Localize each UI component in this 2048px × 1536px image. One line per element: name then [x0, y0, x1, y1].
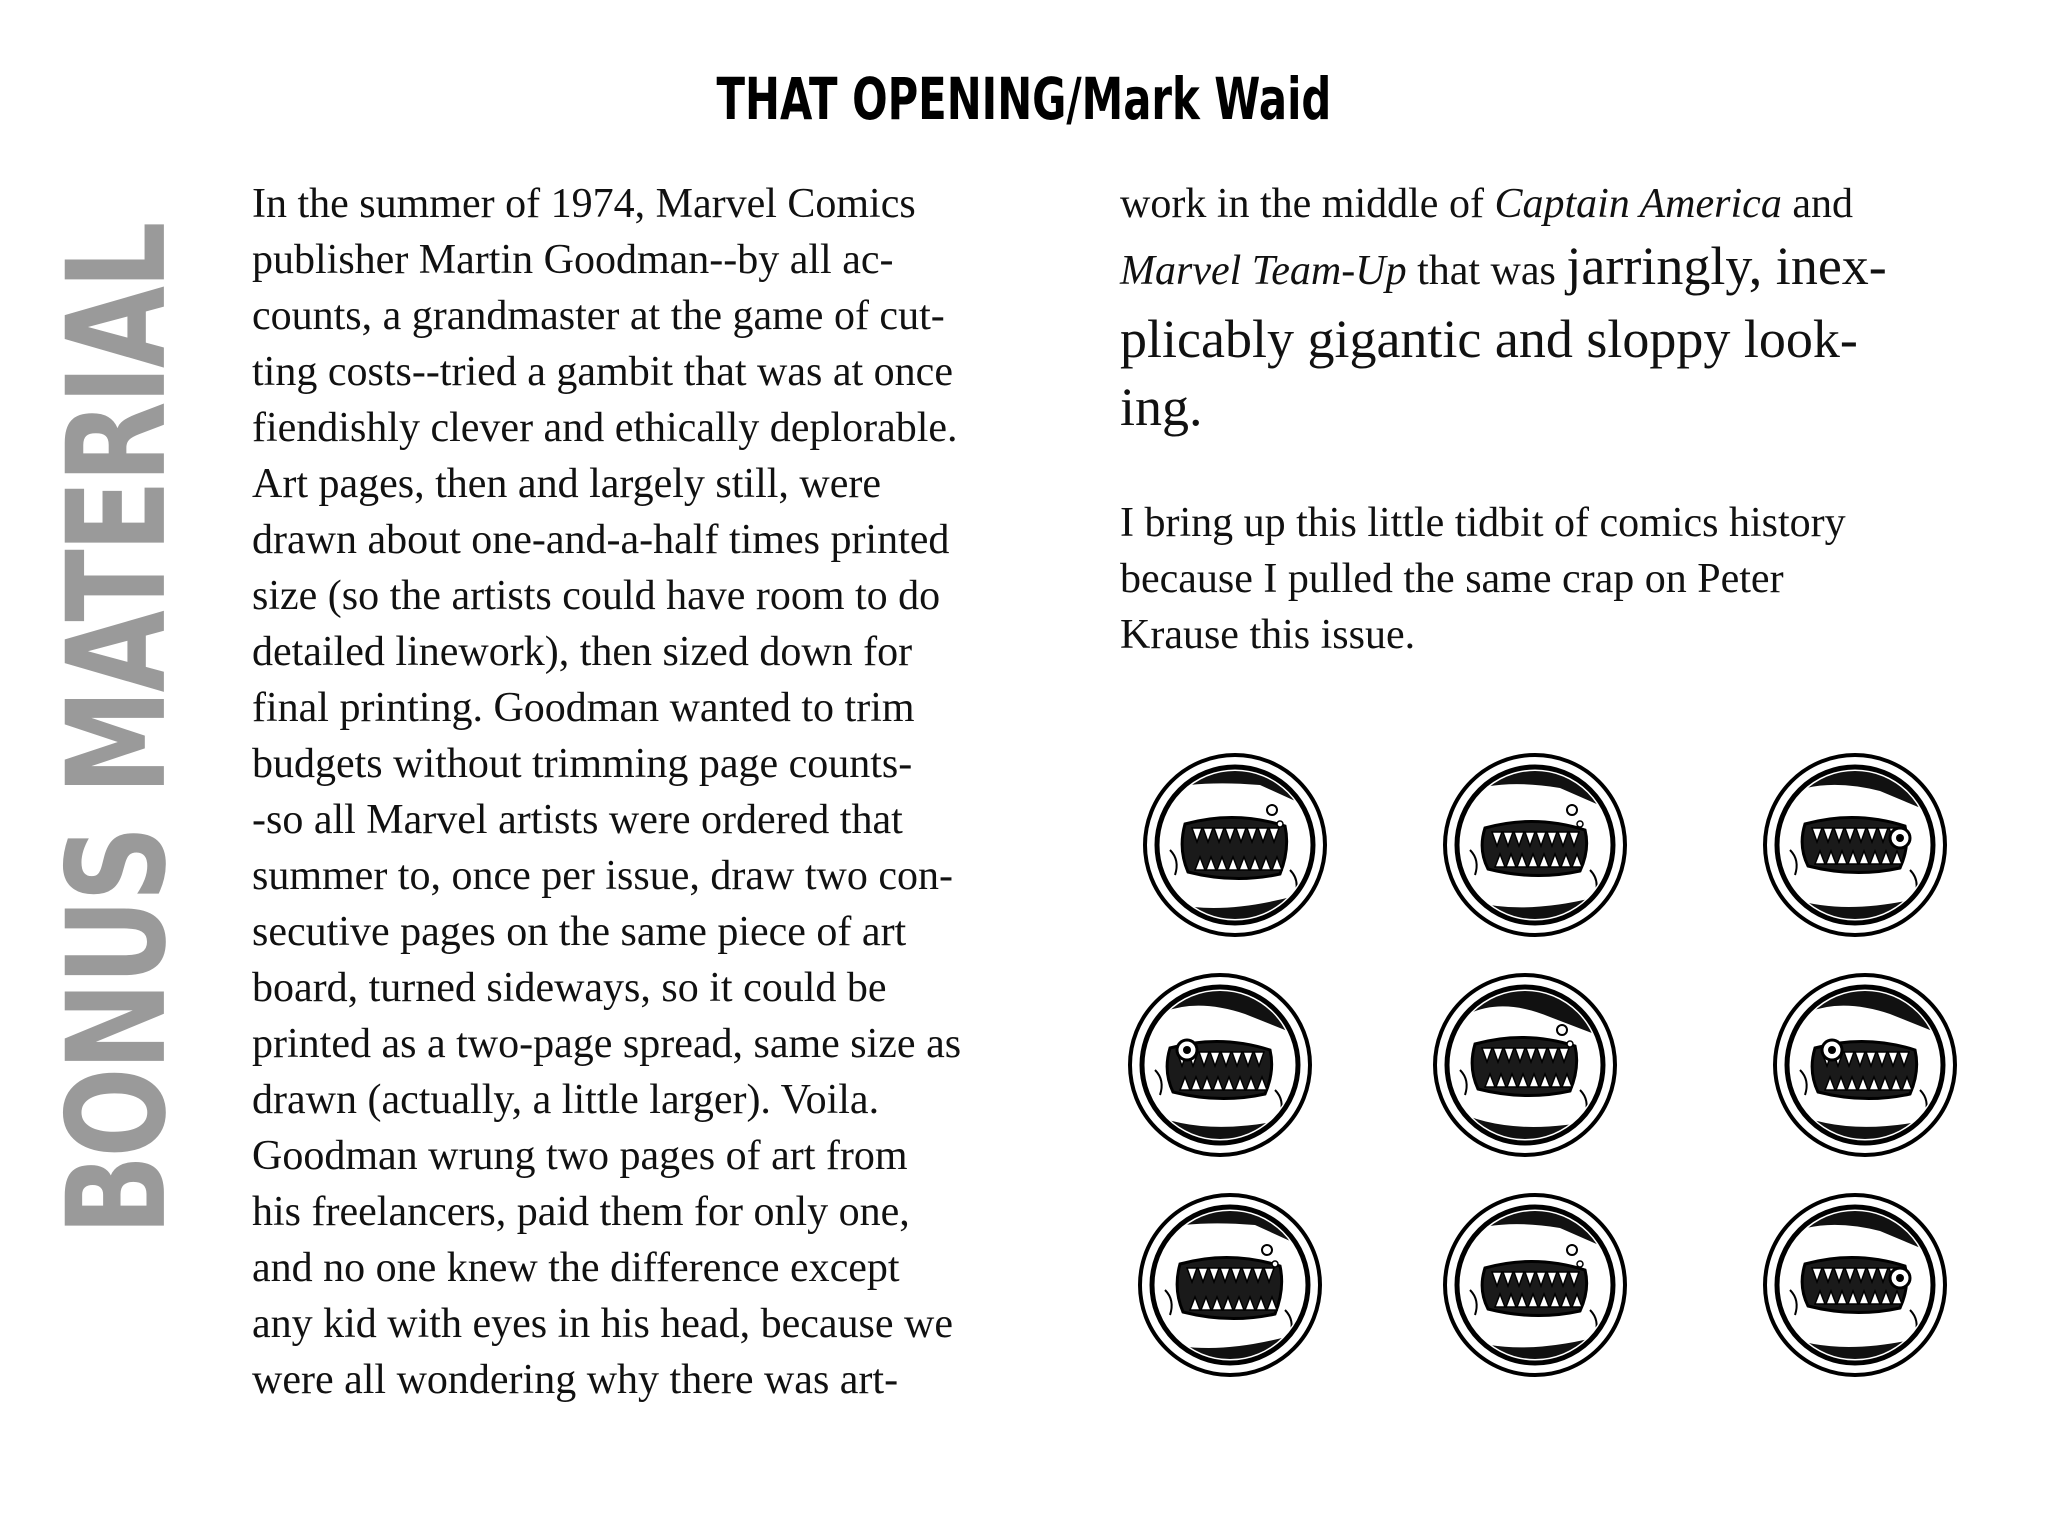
- right-para2-line: because I pulled the same crap on Peter: [1120, 556, 1784, 602]
- monster-mouth-medallion-icon: [1440, 1190, 1630, 1380]
- left-line: In the summer of 1974, Marvel Comics: [252, 181, 916, 227]
- left-line: fiendishly clever and ethically deplorable.: [252, 405, 958, 451]
- medallion-art: [1135, 1190, 1325, 1380]
- monster-mouth-medallion-icon: [1125, 970, 1315, 1160]
- right-line-1-b: and: [1781, 181, 1853, 227]
- right-paragraph-2: [1120, 495, 2000, 663]
- left-line: ting costs--tried a gambit that was at once: [252, 349, 953, 395]
- bonus-material-label: [39, 200, 198, 1260]
- left-line: size (so the artists could have room to do: [252, 573, 941, 619]
- right-line-1-a: work in the middle of: [1120, 181, 1495, 227]
- left-line: detailed linework), then sized down for: [252, 629, 913, 675]
- monster-mouth-medallion-icon: [1760, 1190, 1950, 1380]
- bonus-material-text: BONUS MATERIAL: [39, 224, 198, 1236]
- right-line-2-big: jarringly, inex-: [1566, 236, 1887, 296]
- medallion-grid: [1110, 750, 1990, 1400]
- left-line: printed as a two-page spread, same size as: [252, 1021, 962, 1067]
- right-line-1: [1120, 176, 2000, 232]
- right-line-2: [1120, 232, 2000, 305]
- left-line: any kid with eyes in his head, because we: [252, 1301, 953, 1347]
- left-line: -so all Marvel artists were ordered that: [252, 797, 903, 843]
- left-line: drawn about one-and-a-half times printed: [252, 517, 950, 563]
- right-para2-line: I bring up this little tidbit of comics history: [1120, 500, 1846, 546]
- right-para2-line: Krause this issue.: [1120, 612, 1416, 658]
- medallion-art: [1770, 970, 1960, 1160]
- medallion-art: [1760, 1190, 1950, 1380]
- left-line: publisher Martin Goodman--by all ac-: [252, 237, 894, 283]
- monster-mouth-medallion-icon: [1440, 750, 1630, 940]
- right-line-4: ing.: [1120, 377, 1203, 437]
- left-line: final printing. Goodman wanted to trim: [252, 685, 915, 731]
- medallion-art: [1140, 750, 1330, 940]
- left-line: counts, a grandmaster at the game of cut-: [252, 293, 945, 339]
- marvel-team-up-title: Marvel Team-Up: [1120, 248, 1407, 294]
- left-line: budgets without trimming page counts-: [252, 741, 913, 787]
- left-line: his freelancers, paid them for only one,: [252, 1189, 910, 1235]
- left-line: and no one knew the difference except: [252, 1245, 900, 1291]
- left-line: summer to, once per issue, draw two con-: [252, 853, 953, 899]
- right-line-2-small: that was: [1406, 248, 1567, 294]
- left-line: were all wondering why there was art-: [252, 1357, 899, 1403]
- left-line: secutive pages on the same piece of art: [252, 909, 907, 955]
- medallion-art: [1440, 750, 1630, 940]
- left-line: Art pages, then and largely still, were: [252, 461, 882, 507]
- right-column: [1120, 176, 2000, 663]
- monster-mouth-medallion-icon: [1430, 970, 1620, 1160]
- article-title: [0, 65, 2048, 133]
- monster-mouth-medallion-icon: [1770, 970, 1960, 1160]
- right-line-3: plicably gigantic and sloppy look-: [1120, 309, 1858, 369]
- medallion-art: [1125, 970, 1315, 1160]
- left-line: drawn (actually, a little larger). Voila.: [252, 1077, 880, 1123]
- monster-mouth-medallion-icon: [1135, 1190, 1325, 1380]
- article-title-text: THAT OPENING/Mark Waid: [716, 65, 1332, 133]
- medallion-art: [1440, 1190, 1630, 1380]
- left-line: Goodman wrung two pages of art from: [252, 1133, 908, 1179]
- left-column: [252, 176, 1072, 1408]
- left-line: board, turned sideways, so it could be: [252, 965, 887, 1011]
- medallion-art: [1430, 970, 1620, 1160]
- monster-mouth-medallion-icon: [1140, 750, 1330, 940]
- monster-mouth-medallion-icon: [1760, 750, 1950, 940]
- medallion-art: [1760, 750, 1950, 940]
- captain-america-title: Captain America: [1494, 181, 1782, 227]
